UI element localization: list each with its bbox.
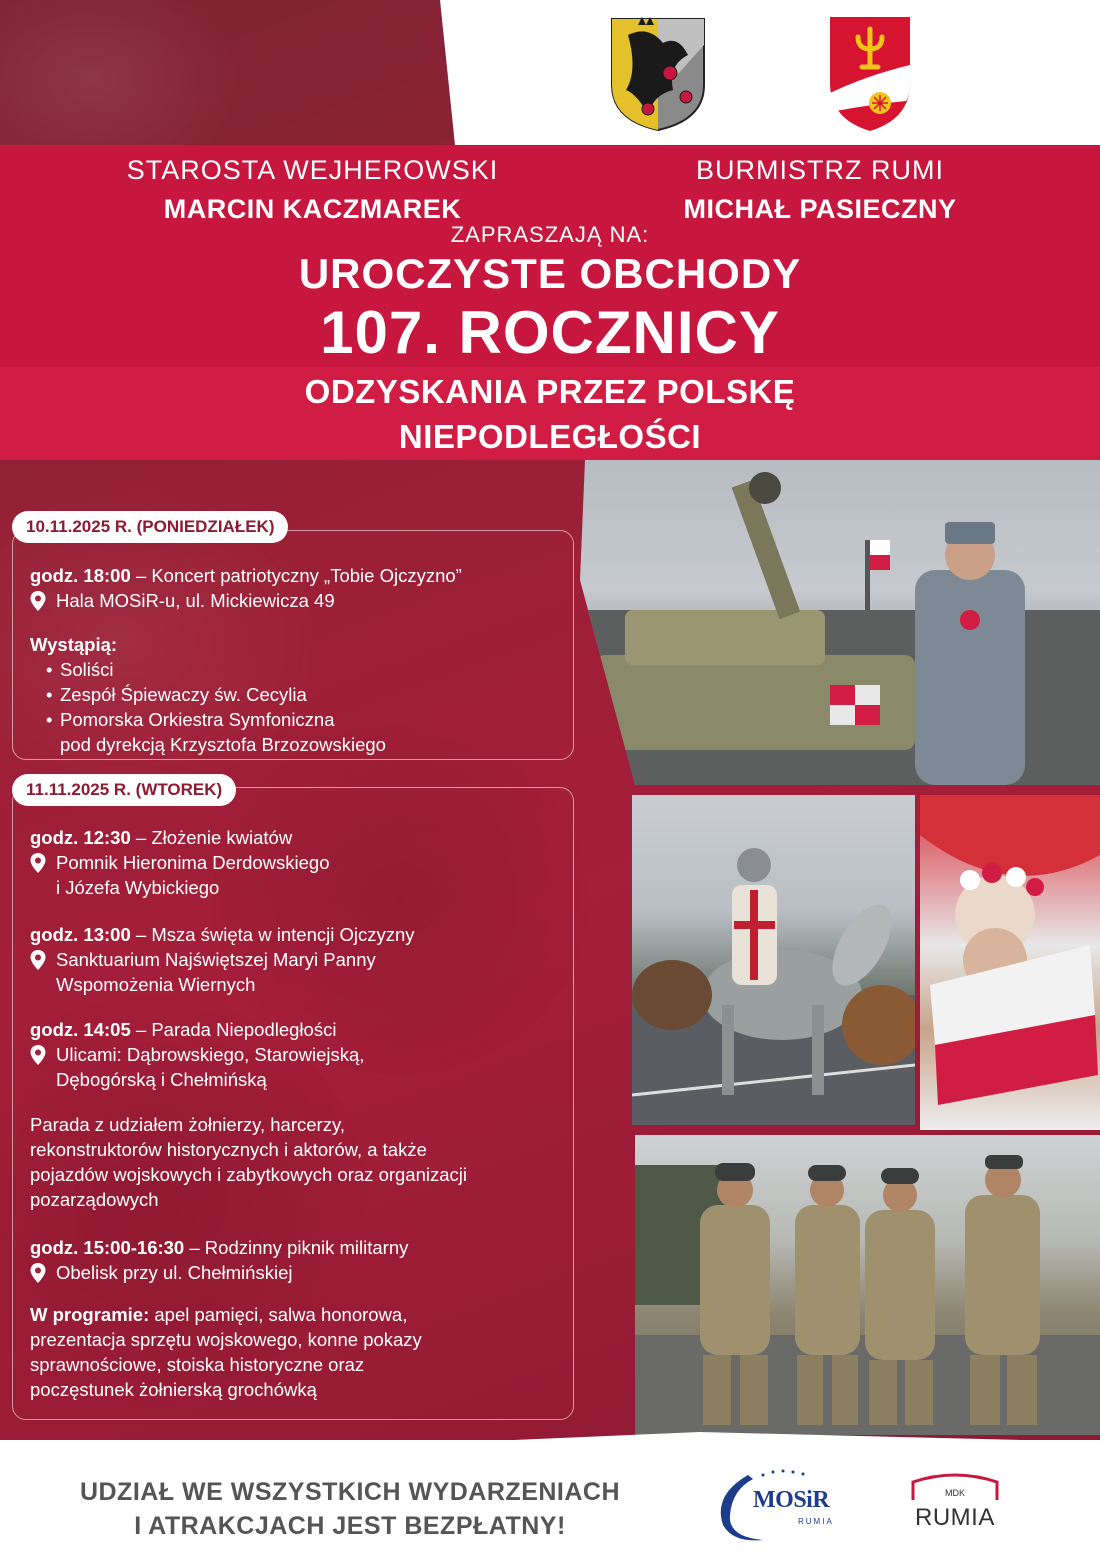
parade-note-line: rekonstruktorów historycznych i aktorów, a także [30, 1139, 427, 1160]
location-line-2: i Józefa Wybickiego [56, 877, 220, 898]
day2-event-2-time: godz. 13:00 [30, 924, 131, 945]
mdk-rumia-logo [905, 1470, 1005, 1540]
girl-with-flag-photo [920, 795, 1100, 1130]
day1-performers [30, 632, 570, 757]
day1-event-1-time: godz. 18:00 [30, 565, 131, 586]
footer-line-2: I ATRAKCJACH JEST BEZPŁATNY! [134, 1512, 566, 1540]
mosir-logo-text: MOSiR [753, 1487, 830, 1513]
parade-note-line: pozarządowych [30, 1189, 159, 1210]
day2-event-1-time: godz. 12:30 [30, 827, 131, 848]
mdk-logo-subtext: MDK [945, 1488, 965, 1498]
day2-event-4 [30, 1235, 570, 1285]
host-right-name: MICHAŁ PASIECZNY [683, 194, 957, 224]
day1-event-1-title [30, 563, 570, 588]
program-line: prezentacja sprzętu wojskowego, konne pokazy [30, 1329, 422, 1350]
day2-event-3 [30, 1017, 570, 1092]
day2-event-1-desc: – Złożenie kwiatów [130, 827, 293, 848]
day1-event-1-desc: – Koncert patriotyczny „Tobie Ojczyzno” [130, 565, 462, 586]
performers-label: Wystąpią: [30, 634, 118, 655]
tank-photo [565, 460, 1100, 785]
host-right [640, 155, 1000, 225]
performer-item-continued: pod dyrekcją Krzysztofa Brzozowskiego [60, 734, 386, 755]
location-pin-icon [30, 1045, 46, 1065]
day2-event-2-desc: – Msza święta w intencji Ojczyzny [130, 924, 415, 945]
host-right-title: BURMISTRZ RUMI [696, 155, 944, 185]
program-line: sprawnościowe, stoiska historyczne oraz [30, 1354, 365, 1375]
title-line-1: UROCZYSTE OBCHODY [298, 250, 802, 297]
soldiers-photo [635, 1135, 1100, 1435]
mosir-logo [708, 1465, 848, 1545]
program-line: apel pamięci, salwa honorowa, [149, 1304, 408, 1325]
day2-event-1-location [30, 850, 570, 900]
invite-text: ZAPRASZAJĄ NA: [450, 222, 650, 247]
performer-item: • Soliści [30, 657, 570, 682]
location-pin-icon [30, 950, 46, 970]
day1-event-1 [30, 563, 570, 613]
host-left [90, 155, 535, 225]
location-line-1: Pomnik Hieronima Derdowskiego [56, 852, 330, 873]
location-pin-icon [30, 591, 46, 611]
knights-on-horses-photo [632, 795, 915, 1125]
location-line-1: Ulicami: Dąbrowskiego, Starowiejską, [56, 1044, 365, 1065]
rumia-crest [828, 15, 912, 133]
footer-free-entry-text [0, 1475, 700, 1543]
day1-label: 10.11.2025 R. (PONIEDZIAŁEK) [12, 511, 288, 543]
day2-event-2 [30, 922, 570, 997]
performer-item: • Zespół Śpiewaczy św. Cecylia [30, 682, 570, 707]
footer-line-1: UDZIAŁ WE WSZYSTKICH WYDARZENIACH [79, 1478, 621, 1506]
day2-event-1 [30, 825, 570, 900]
parade-note-line: pojazdów wojskowych i zabytkowych oraz organizacji [30, 1164, 467, 1185]
location-line-2: Dębogórską i Chełmińską [56, 1069, 267, 1090]
day2-event-2-location [30, 947, 570, 997]
mosir-logo-subtext: RUMIA [798, 1517, 834, 1526]
program-line: poczęstunek żołnierską grochówką [30, 1379, 317, 1400]
performer-item: • Pomorska Orkiestra Symfoniczna [30, 707, 570, 732]
mdk-logo-text: RUMIA [915, 1504, 995, 1531]
day2-event-3-location [30, 1042, 570, 1092]
day2-event-4-time: godz. 15:00-16:30 [30, 1237, 185, 1258]
parade-note-line: Parada z udziałem żołnierzy, harcerzy, [30, 1114, 345, 1135]
parade-note [30, 1112, 570, 1212]
location-pin-icon [30, 1263, 46, 1283]
day1-event-1-location [30, 588, 570, 613]
day2-label: 11.11.2025 R. (WTOREK) [12, 774, 236, 806]
program-section [30, 1302, 570, 1402]
location-line-1: Obelisk przy ul. Chełmińskiej [56, 1262, 293, 1283]
day2-event-4-desc: – Rodzinny piknik militarny [184, 1237, 409, 1258]
wejherowo-county-crest [608, 15, 708, 133]
location-line-1: Sanktuarium Najświętszej Maryi Panny [56, 949, 376, 970]
title-line-3: ODZYSKANIA PRZEZ POLSKĘ [304, 373, 796, 410]
title-line-2: 107. ROCZNICY [320, 299, 780, 366]
program-label: W programie: [30, 1304, 150, 1325]
title-line-4: NIEPODLEGŁOŚCI [398, 418, 702, 455]
host-left-name: MARCIN KACZMAREK [163, 194, 462, 224]
day2-event-4-location [30, 1260, 570, 1285]
day2-event-3-desc: – Parada Niepodległości [130, 1019, 337, 1040]
day2-event-3-time: godz. 14:05 [30, 1019, 131, 1040]
location-line-2: Wspomożenia Wiernych [56, 974, 256, 995]
host-left-title: STAROSTA WEJHEROWSKI [126, 155, 499, 185]
location-pin-icon [30, 853, 46, 873]
day1-event-1-location-text: Hala MOSiR-u, ul. Mickiewicza 49 [56, 590, 335, 611]
